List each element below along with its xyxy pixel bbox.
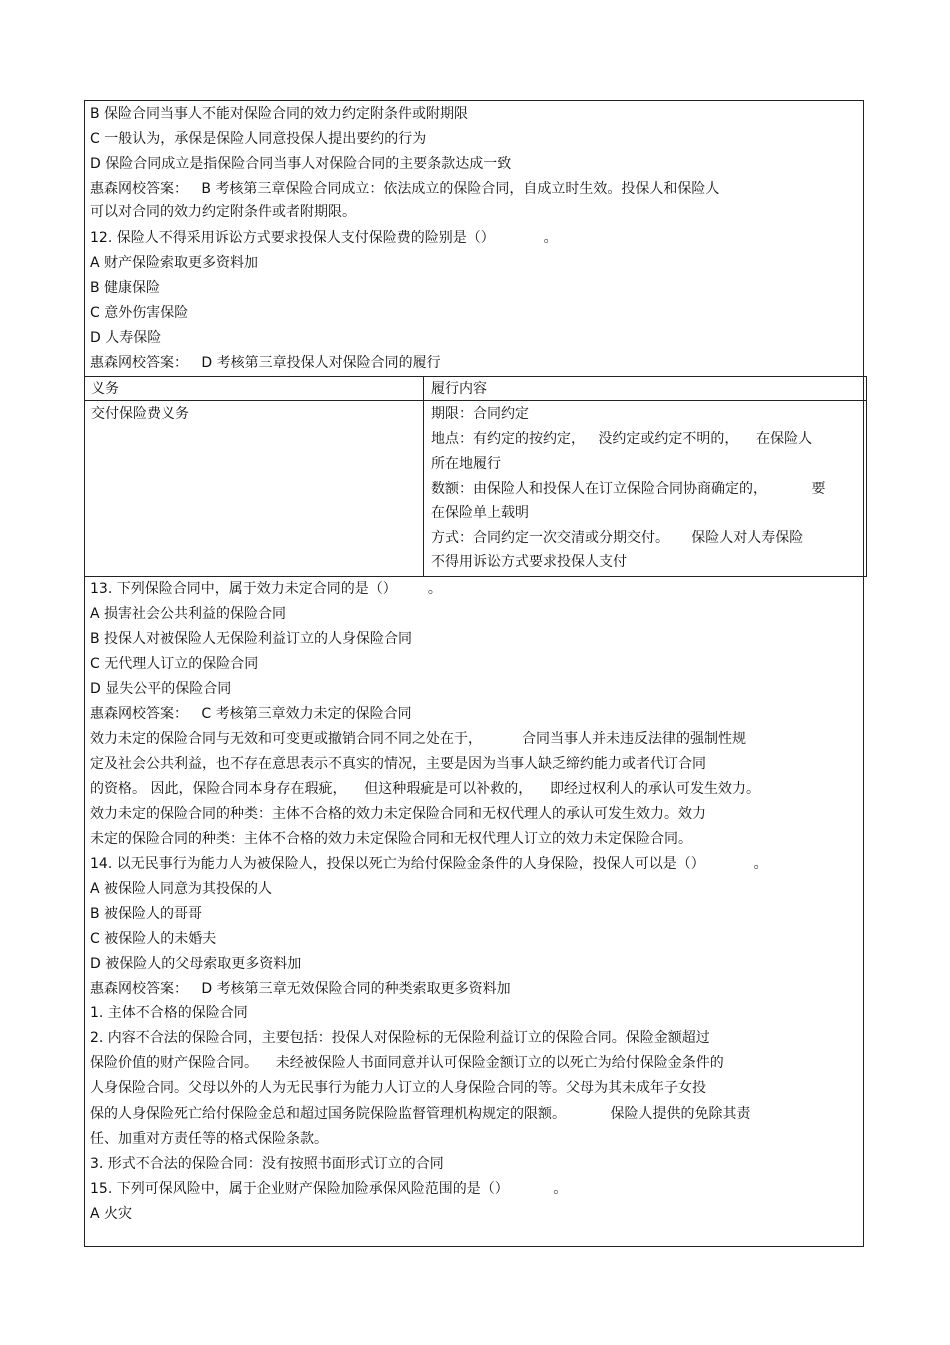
q13-option-d: D 显失公平的保险合同: [90, 681, 232, 697]
option-d: D 保险合同成立是指保险合同当事人对保险合同的主要条款达成一致: [90, 156, 512, 172]
table-cell-content-line: 所在地履行: [431, 456, 501, 472]
duty-table: [84, 376, 867, 577]
q12-option-b: B 健康保险: [90, 280, 161, 296]
explanation-line: 效力未定的保险合同与无效和可变更或撤销合同不同之处在于， 合同当事人并未违反法律的强制性规: [90, 731, 747, 747]
q12-option-c: C 意外伤害保险: [90, 305, 189, 321]
q14-option-d: D 被保险人的父母索取更多资料加: [90, 956, 302, 972]
q12-option-a: A 财产保险索取更多资料加: [90, 255, 259, 271]
answer-12: 惠森网校答案： D 考核第三章投保人对保险合同的履行: [90, 355, 441, 371]
answer-11-cont: 可以对合同的效力约定附条件或者附期限。: [90, 204, 356, 220]
table-cell-content-line: 不得用诉讼方式要求投保人支付: [431, 554, 627, 570]
q15-option-a: A 火灾: [90, 1206, 133, 1222]
question-13: 13. 下列保险合同中，属于效力未定合同的是（） 。: [90, 581, 442, 597]
list-item: 3. 形式不合法的保险合同：没有按照书面形式订立的合同: [90, 1156, 444, 1172]
option-c: C 一般认为，承保是保险人同意投保人提出要约的行为: [90, 131, 427, 147]
list-item: 2. 内容不合法的保险合同，主要包括：投保人对保险标的无保险利益订立的保险合同。保险金额超过: [90, 1030, 710, 1046]
table-column-divider: [423, 377, 424, 576]
table-cell-content-line: 地点：有约定的按约定， 没约定或约定不明的， 在保险人: [431, 431, 813, 447]
table-cell-content-line: 在保险单上载明: [431, 505, 529, 521]
question-15: 15. 下列可保风险中，属于企业财产保险加险承保风险范围的是（） 。: [90, 1181, 568, 1197]
list-item-cont: 任、加重对方责任等的格式保险条款。: [90, 1131, 328, 1147]
list-item-cont: 人身保险合同。父母以外的人为无民事行为能力人订立的人身保险合同的等。父母为其未成年子女投: [90, 1080, 706, 1096]
table-header-duty: 义务: [91, 381, 119, 397]
table-cell-content-line: 期限：合同约定: [431, 406, 529, 422]
answer-11: 惠森网校答案： B 考核第三章保险合同成立：依法成立的保险合同，自成立时生效。投保人和保险人: [90, 181, 720, 197]
q14-option-b: B 被保险人的哥哥: [90, 906, 203, 922]
list-item-cont: 保的人身保险死亡给付保险金总和超过国务院保险监督管理机构规定的限额。 保险人提供的免除其责: [90, 1106, 751, 1122]
table-cell-content-line: 数额：由保险人和投保人在订立保险合同协商确定的， 要: [431, 481, 826, 497]
q14-option-c: C 被保险人的未婚夫: [90, 931, 217, 947]
table-cell-duty: 交付保险费义务: [91, 406, 189, 422]
list-item-cont: 保险价值的财产保险合同。 未经被保险人书面同意并认可保险金额订立的以死亡为给付保险金条件的: [90, 1055, 724, 1071]
q14-option-a: A 被保险人同意为其投保的人: [90, 881, 273, 897]
answer-13: 惠森网校答案： C 考核第三章效力未定的保险合同: [90, 706, 412, 722]
explanation-line: 的资格。 因此，保险合同本身存在瑕疵， 但这种瑕疵是可以补救的， 即经过权利人的承认可发生效力。: [90, 781, 761, 797]
table-header-content: 履行内容: [431, 381, 487, 397]
explanation-line: 定及社会公共利益，也不存在意思表示不真实的情况，主要是因为当事人缺乏缔约能力或者代订合同: [90, 756, 706, 772]
q13-option-a: A 损害社会公共利益的保险合同: [90, 606, 287, 622]
question-12: 12. 保险人不得采用诉讼方式要求投保人支付保险费的险别是（） 。: [90, 230, 558, 246]
option-b: B 保险合同当事人不能对保险合同的效力约定附条件或附期限: [90, 106, 469, 122]
list-item: 1. 主体不合格的保险合同: [90, 1005, 248, 1021]
question-14: 14. 以无民事行为能力人为被保险人，投保以死亡为给付保险金条件的人身保险，投保人可以是（） 。: [90, 856, 768, 872]
explanation-line: 未定的保险合同的种类：主体不合格的效力未定保险合同和无权代理人订立的效力未定保险合同。: [90, 831, 692, 847]
table-cell-content-line: 方式：合同约定一次交清或分期交付。 保险人对人寿保险: [431, 530, 804, 546]
q13-option-b: B 投保人对被保险人无保险利益订立的人身保险合同: [90, 631, 413, 647]
explanation-line: 效力未定的保险合同的种类：主体不合格的效力未定保险合同和无权代理人的承认可发生效力。效力: [90, 806, 706, 822]
q13-option-c: C 无代理人订立的保险合同: [90, 656, 259, 672]
answer-14: 惠森网校答案： D 考核第三章无效保险合同的种类索取更多资料加: [90, 981, 511, 997]
table-header-divider: [85, 400, 866, 401]
q12-option-d: D 人寿保险: [90, 330, 162, 346]
